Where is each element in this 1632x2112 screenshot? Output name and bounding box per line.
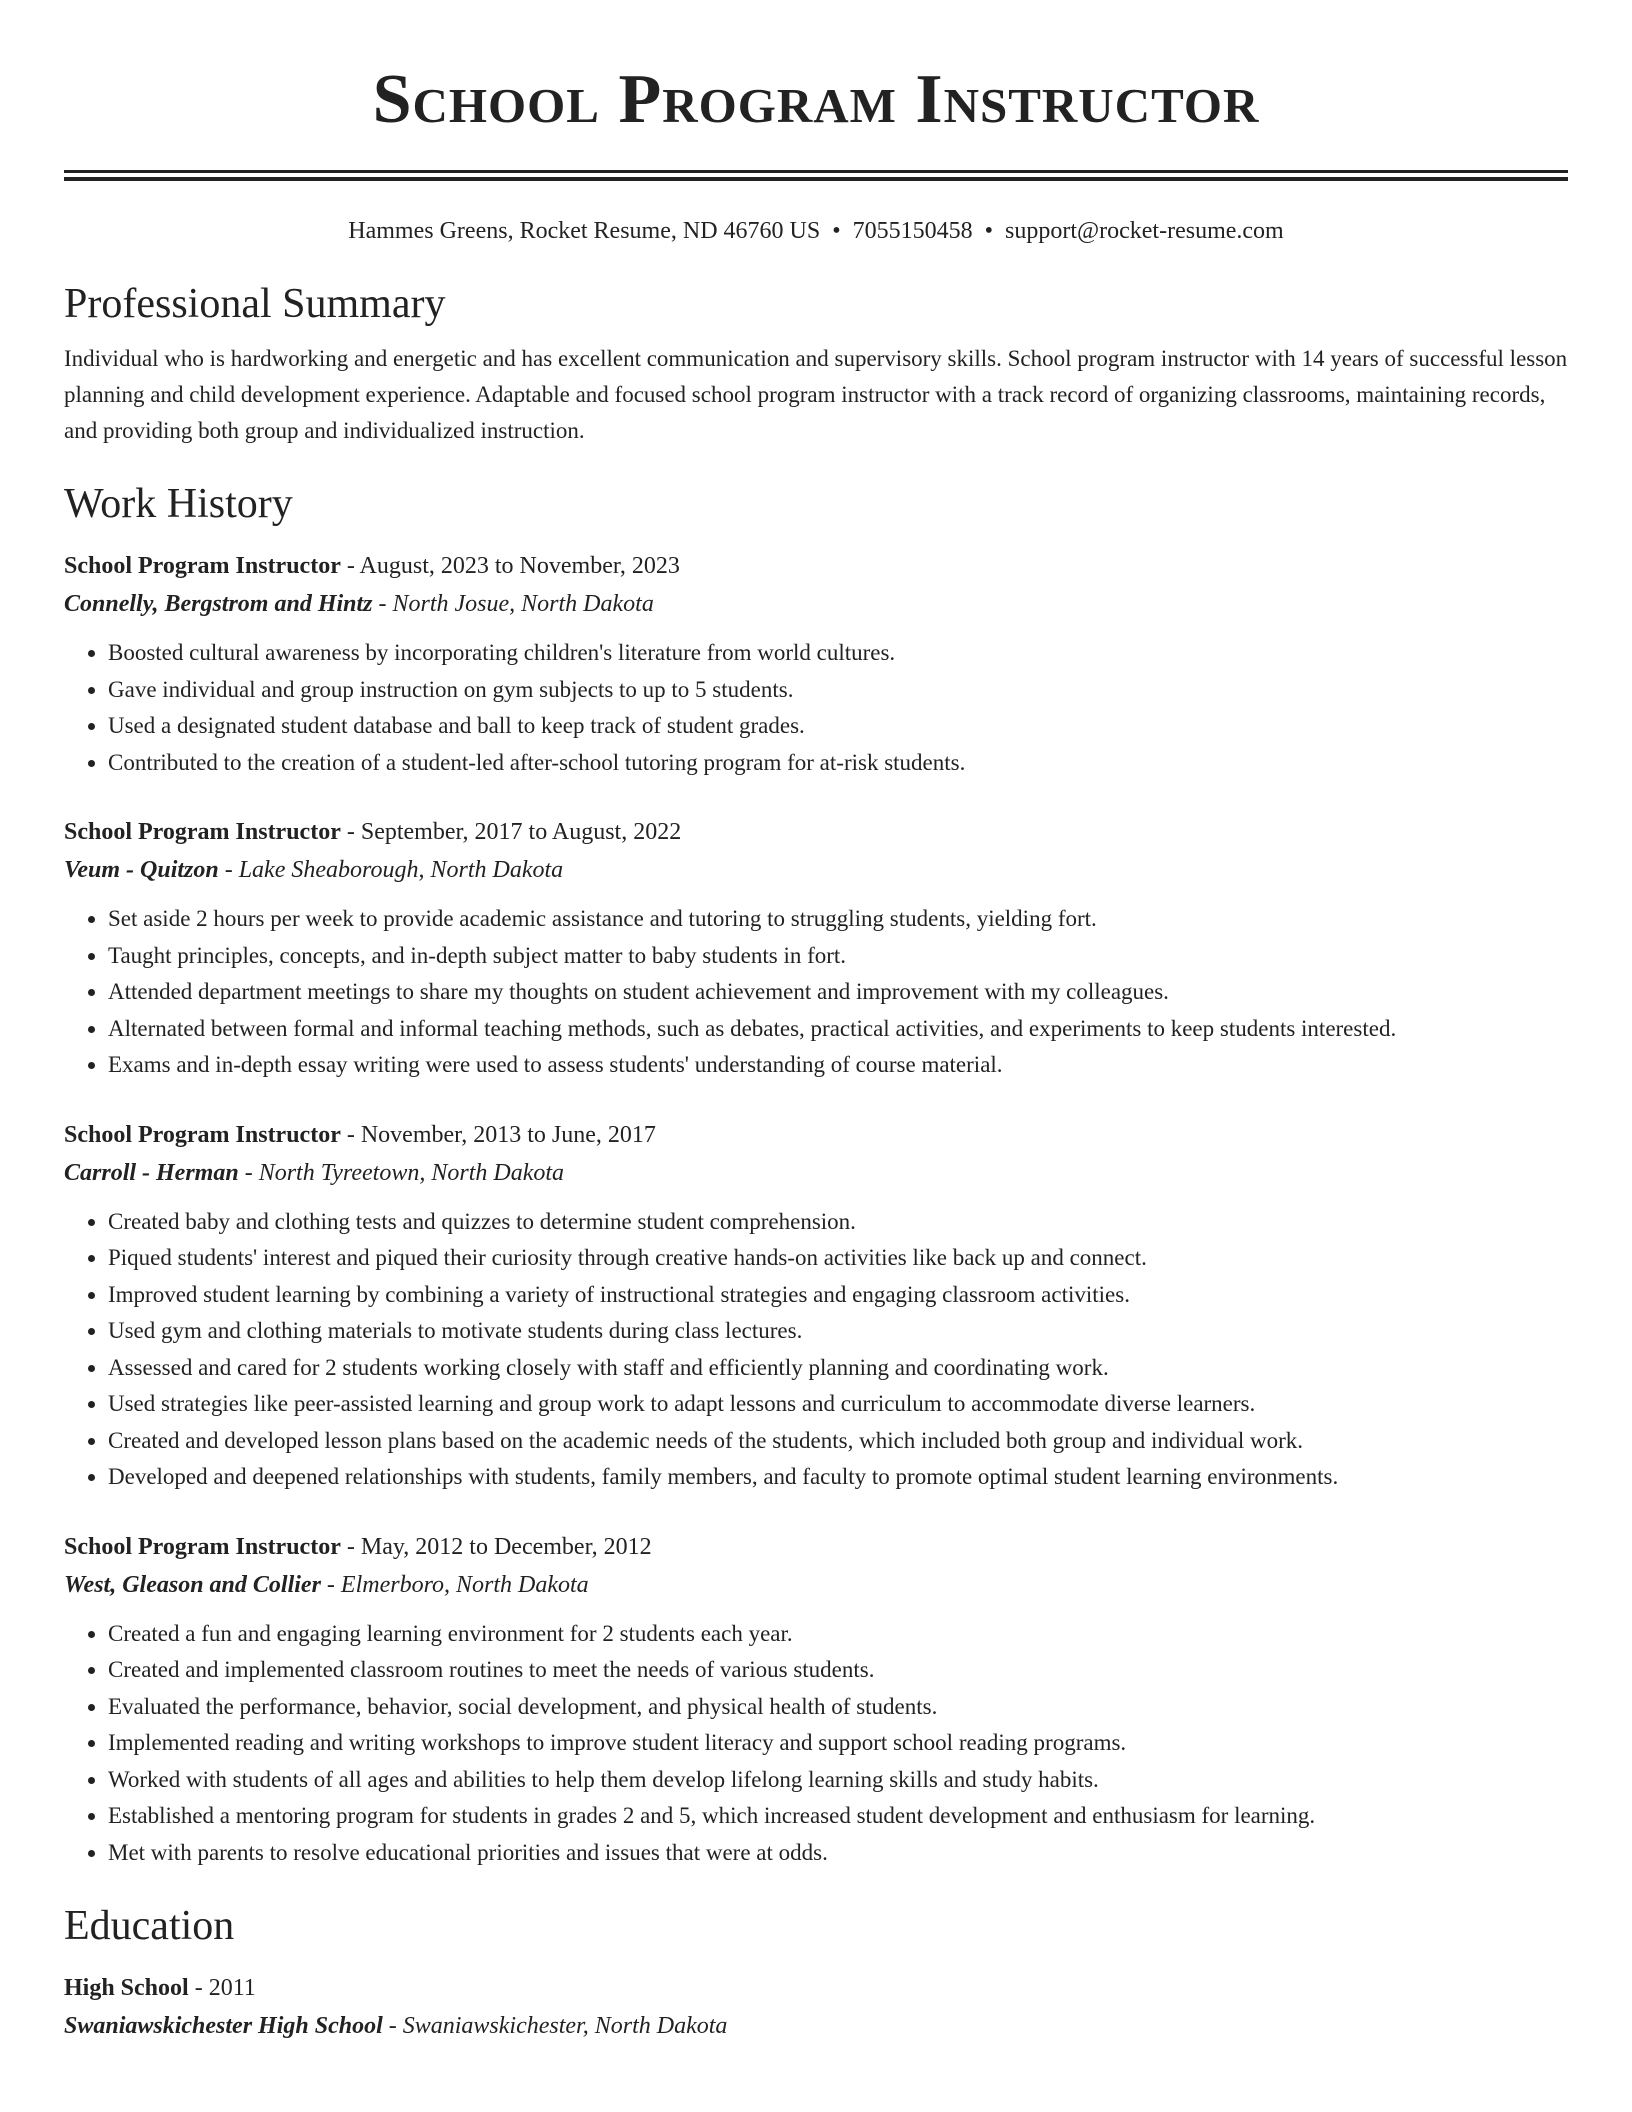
job-location: - North Tyreetown, North Dakota <box>238 1159 565 1186</box>
job-bullet: • Attended department meetings to share my thoughts on student achievement and improvement with my colleagues. <box>108 974 1568 1011</box>
summary-text: Individual who is hardworking and energetic and has excellent communication and supervisory skills. School program instructor with 14 years of successful lesson planning and child development experience. Adaptable and focused school program instructor with a track record of organizing classrooms, maintaining records, and providing both group and individualized instruction. <box>64 346 1568 443</box>
job-employer-line <box>64 851 1568 889</box>
work-history-heading: Work History <box>64 481 293 527</box>
education-entry <box>64 1969 1568 2045</box>
job-dates: - September, 2017 to August, 2022 <box>340 819 682 845</box>
education-location: - Swaniawskichester, North Dakota <box>382 2013 728 2039</box>
contact-address: Hammes Greens, Rocket Resume, ND 46760 US <box>348 218 821 244</box>
job-employer: Carroll - Herman <box>64 1159 239 1186</box>
job-bullet: • Set aside 2 hours per week to provide academic assistance and tutoring to struggling students, yielding fort. <box>108 901 1568 938</box>
job-role: School Program Instructor <box>64 1121 341 1148</box>
job-bullet: • Developed and deepened relationships with students, family members, and faculty to promote optimal student learning environments. <box>108 1459 1568 1496</box>
education-heading: Education <box>64 1903 235 1949</box>
job-bullet: • Piqued students' interest and piqued their curiosity through creative hands-on activities like back up and connect. <box>108 1240 1568 1277</box>
job-title-line <box>64 813 1568 851</box>
education-degree-line <box>64 1969 1568 2007</box>
title-divider <box>64 170 1568 181</box>
job-bullet: • Assessed and cared for 2 students working closely with staff and efficiently planning and coordinating work. <box>108 1350 1568 1387</box>
job-employer: Veum - Quitzon <box>64 857 219 883</box>
job-bullet: • Contributed to the creation of a student-led after-school tutoring program for at-risk students. <box>108 745 1568 782</box>
job-bullet-list <box>64 635 1568 781</box>
job-bullet: • Alternated between formal and informal teaching methods, such as debates, practical activities, and experiments to keep students interested. <box>108 1011 1568 1048</box>
contact-phone: 7055150458 <box>852 218 973 244</box>
contact-separator: • <box>832 218 841 244</box>
job-title-line <box>64 547 1568 585</box>
job-bullet: • Met with parents to resolve educational priorities and issues that were at odds. <box>108 1835 1568 1872</box>
job-employer: West, Gleason and Collier <box>64 1571 321 1598</box>
job-entry <box>64 1528 1568 1872</box>
job-title-line <box>64 1528 1568 1566</box>
job-bullet: • Improved student learning by combining a variety of instructional strategies and engaging classroom activities. <box>108 1277 1568 1314</box>
job-location: - Elmerboro, North Dakota <box>320 1571 589 1598</box>
job-employer-line <box>64 1154 1568 1192</box>
contact-line <box>64 215 1568 247</box>
education-degree: High School <box>64 1975 189 2001</box>
job-bullet: • Evaluated the performance, behavior, social development, and physical health of students. <box>108 1689 1568 1726</box>
job-entry <box>64 813 1568 1084</box>
work-history-list <box>64 547 1568 1871</box>
job-title-line <box>64 1116 1568 1154</box>
education-school-line <box>64 2007 1568 2045</box>
job-bullet: • Exams and in-depth essay writing were used to assess students' understanding of course material. <box>108 1047 1568 1084</box>
job-location: - Lake Sheaborough, North Dakota <box>218 857 564 883</box>
job-bullet: • Worked with students of all ages and abilities to help them develop lifelong learning skills and study habits. <box>108 1762 1568 1799</box>
job-entry <box>64 1116 1568 1496</box>
job-bullet: • Created baby and clothing tests and quizzes to determine student comprehension. <box>108 1204 1568 1241</box>
job-bullet: • Used a designated student database and ball to keep track of student grades. <box>108 708 1568 745</box>
contact-email: support@rocket-resume.com <box>1005 218 1284 244</box>
summary-heading: Professional Summary <box>64 281 446 327</box>
job-bullet: • Created a fun and engaging learning environment for 2 students each year. <box>108 1616 1568 1653</box>
job-role: School Program Instructor <box>64 553 341 579</box>
job-dates: - November, 2013 to June, 2017 <box>340 1121 656 1148</box>
job-role: School Program Instructor <box>64 1533 341 1560</box>
job-dates: - May, 2012 to December, 2012 <box>340 1533 652 1560</box>
job-employer-line <box>64 1566 1568 1604</box>
job-entry <box>64 547 1568 781</box>
job-bullet-list <box>64 1616 1568 1872</box>
job-bullet-list <box>64 1204 1568 1496</box>
job-bullet: • Gave individual and group instruction on gym subjects to up to 5 students. <box>108 672 1568 709</box>
job-bullet: • Used gym and clothing materials to motivate students during class lectures. <box>108 1313 1568 1350</box>
job-dates: - August, 2023 to November, 2023 <box>340 553 680 579</box>
job-employer: Connelly, Bergstrom and Hintz <box>64 591 373 617</box>
job-location: - North Josue, North Dakota <box>372 591 654 617</box>
job-role: School Program Instructor <box>64 819 341 845</box>
job-bullet: • Created and developed lesson plans based on the academic needs of the students, which included both group and individual work. <box>108 1423 1568 1460</box>
job-bullet: • Taught principles, concepts, and in-depth subject matter to baby students in fort. <box>108 938 1568 975</box>
job-bullet: • Boosted cultural awareness by incorporating children's literature from world cultures. <box>108 635 1568 672</box>
education-year: - 2011 <box>188 1975 256 2001</box>
job-employer-line <box>64 585 1568 623</box>
contact-separator: • <box>984 218 994 244</box>
job-bullet: • Established a mentoring program for students in grades 2 and 5, which increased student development and enthusiasm for learning. <box>108 1798 1568 1835</box>
job-bullet: • Implemented reading and writing workshops to improve student literacy and support school reading programs. <box>108 1725 1568 1762</box>
job-bullet: • Used strategies like peer-assisted learning and group work to adapt lessons and curriculum to accommodate diverse learners. <box>108 1386 1568 1423</box>
job-bullet-list <box>64 901 1568 1084</box>
education-school: Swaniawskichester High School <box>64 2013 383 2039</box>
resume-title: School Program Instructor <box>372 61 1260 138</box>
job-bullet: • Created and implemented classroom routines to meet the needs of various students. <box>108 1652 1568 1689</box>
